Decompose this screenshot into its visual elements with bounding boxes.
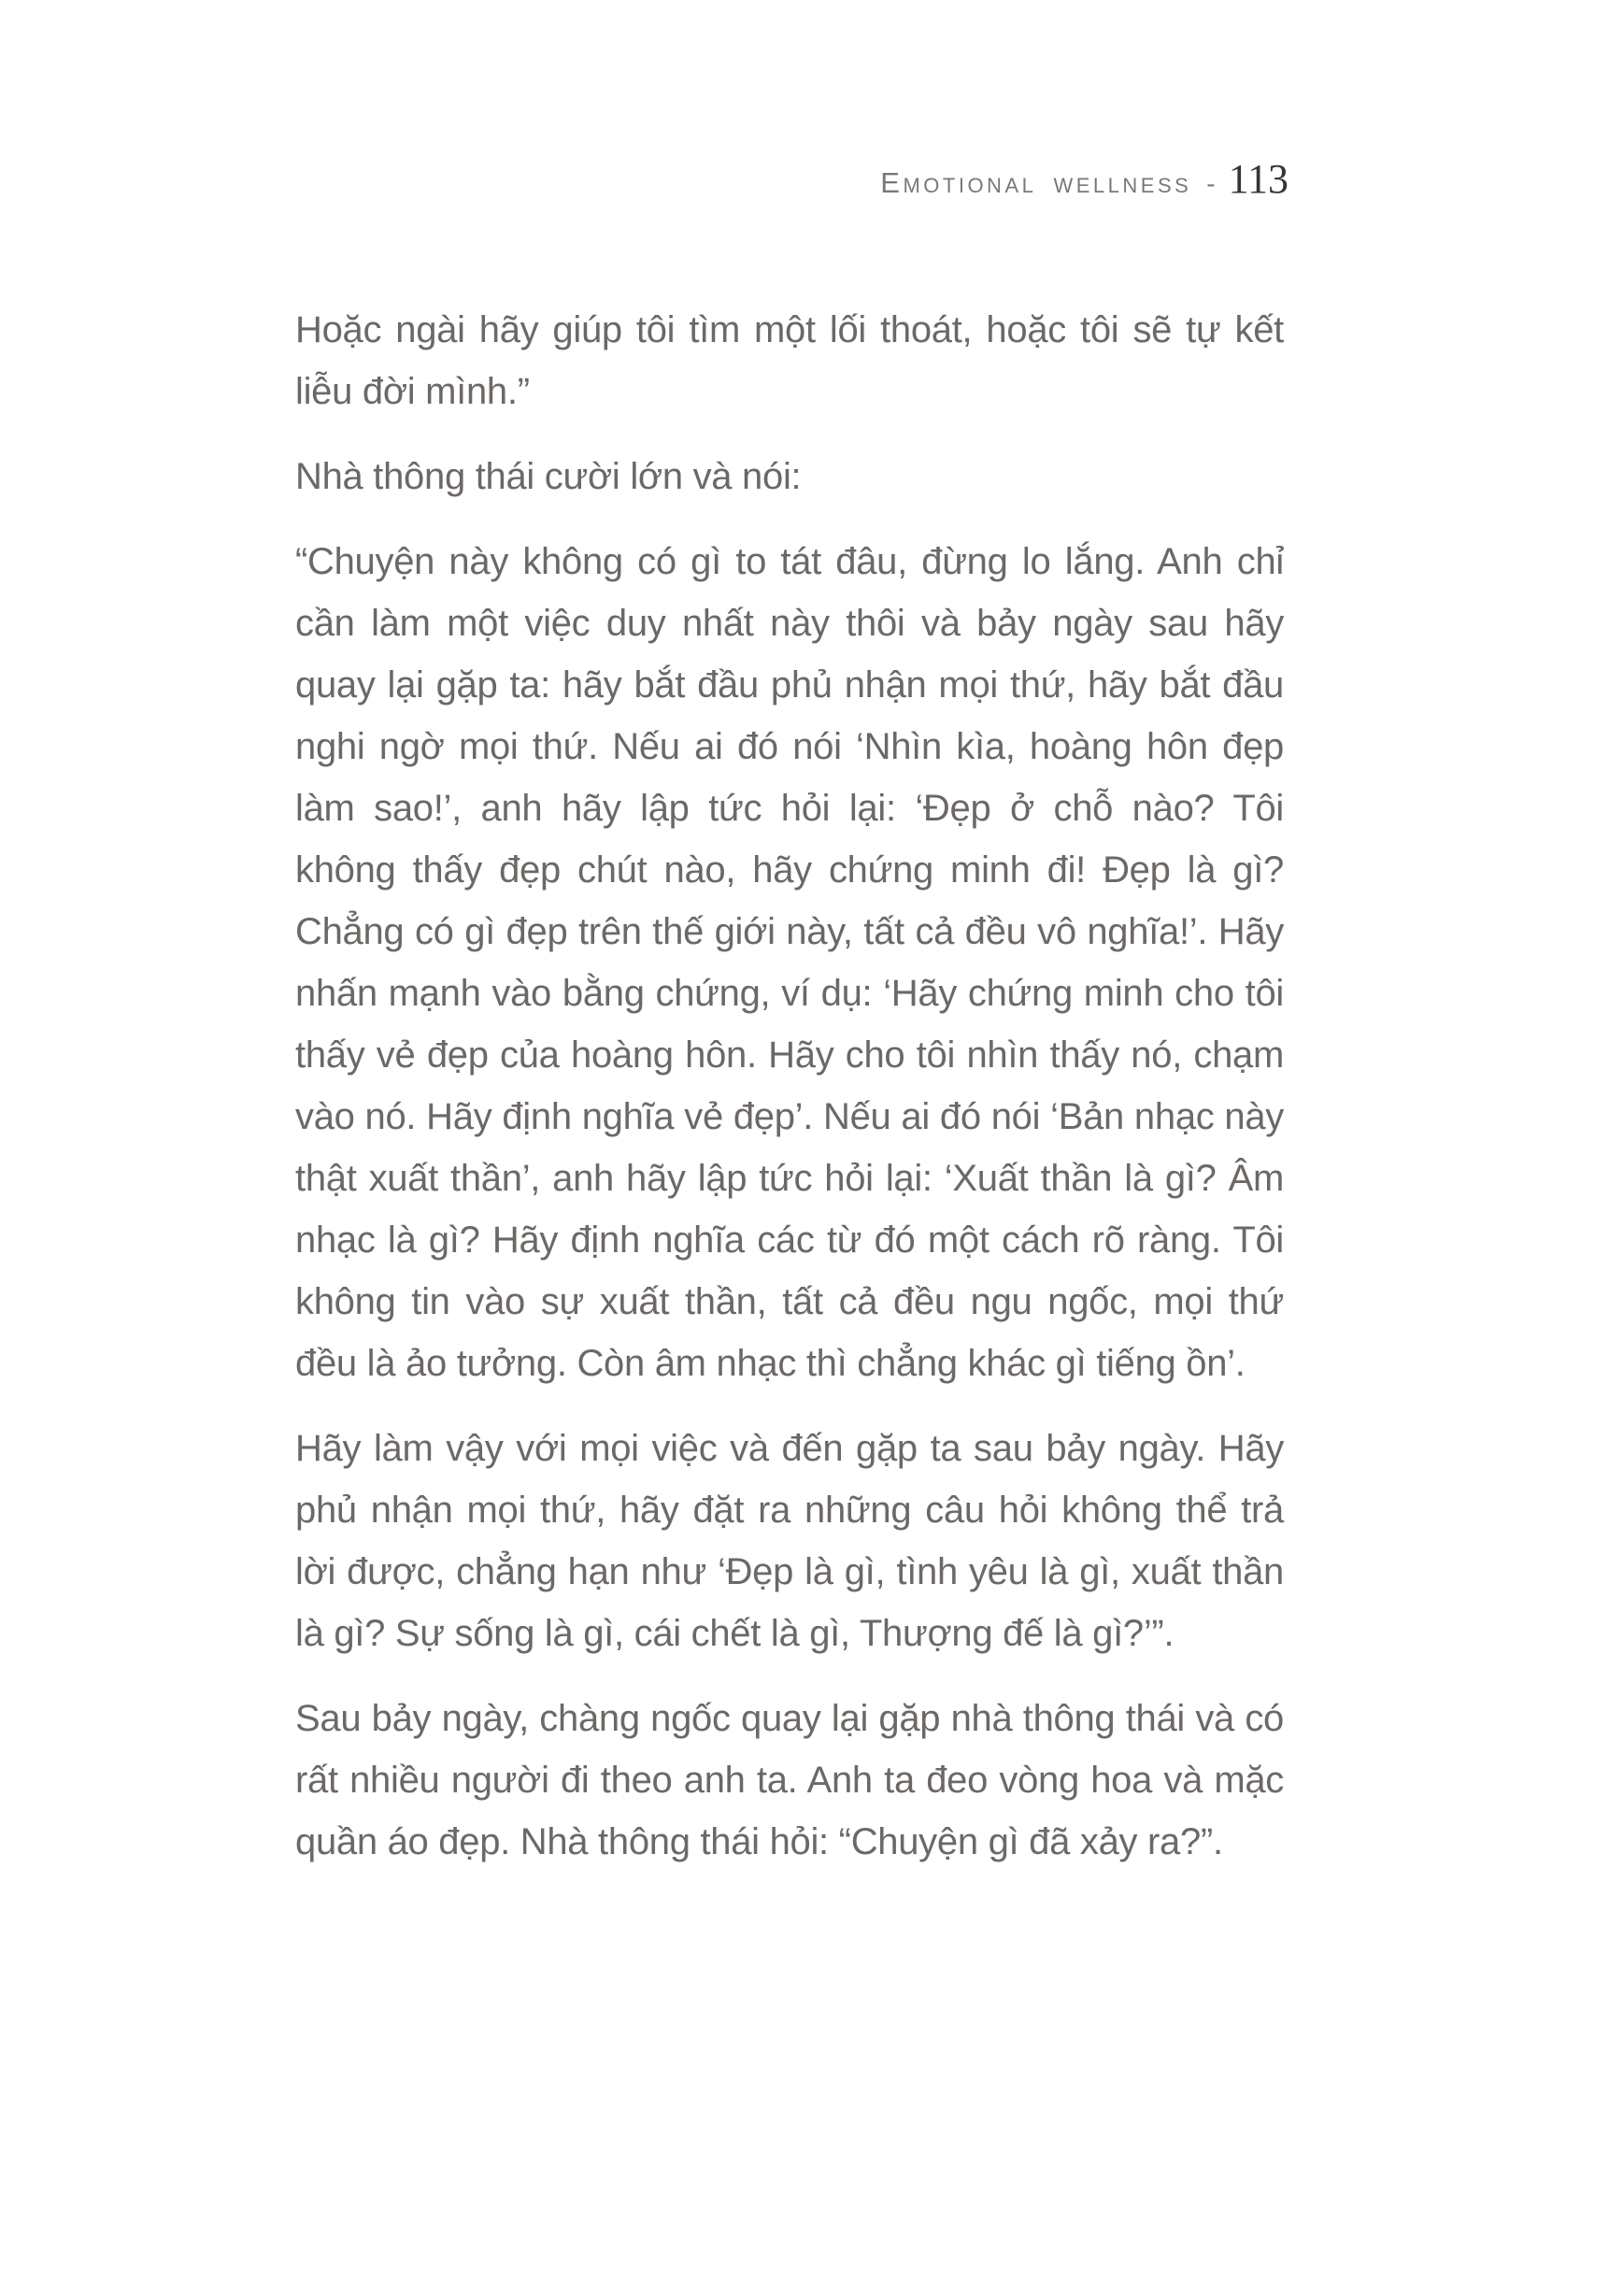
running-title: Emotional wellness [880,166,1192,199]
body-paragraph: Sau bảy ngày, chàng ngốc quay lại gặp nhà thông thái và có rất nhiều người đi theo anh ta. Anh ta đeo vòng hoa và mặc quần áo đẹp. Nhà thông thái hỏi: “Chuyện gì đã xảy ra?”. [295,1698,1284,1862]
page-number: 113 [1228,156,1288,202]
body-paragraph: Nhà thông thái cười lớn và nói: [295,456,802,497]
page-header [880,155,1288,203]
body-paragraph: Hoặc ngài hãy giúp tôi tìm một lối thoát, hoặc tôi sẽ tự kết liễu đời mình.” [295,309,1284,412]
body-paragraph: Hãy làm vậy với mọi việc và đến gặp ta sau bảy ngày. Hãy phủ nhận mọi thứ, hãy đặt ra những câu hỏi không thể trả lời được, chẳng hạn như ‘Đẹp là gì, tình yêu là gì, xuất thần là gì? Sự sống là gì, cái chết là gì, Thượng đế là gì?’”. [295,1428,1284,1654]
body-text [295,299,1284,1873]
header-separator: - [1206,169,1216,198]
body-paragraph: “Chuyện này không có gì to tát đâu, đừng lo lắng. Anh chỉ cần làm một việc duy nhất này thôi và bảy ngày sau hãy quay lại gặp ta: hãy bắt đầu phủ nhận mọi thứ, hãy bắt đầu nghi ngờ mọi thứ. Nếu ai đó nói ‘Nhìn kìa, hoàng hôn đẹp làm sao!’, anh hãy lập tức hỏi lại: ‘Đẹp ở chỗ nào? Tôi không thấy đẹp chút nào, hãy chứng minh đi! Đẹp là gì? Chẳng có gì đẹp trên thế giới này, tất cả đều vô nghĩa!’. Hãy nhấn mạnh vào bằng chứng, ví dụ: ‘Hãy chứng minh cho tôi thấy vẻ đẹp của hoàng hôn. Hãy cho tôi nhìn thấy nó, chạm vào nó. Hãy định nghĩa vẻ đẹp’. Nếu ai đó nói ‘Bản nhạc này thật xuất thần’, anh hãy lập tức hỏi lại: ‘Xuất thần là gì? Âm nhạc là gì? Hãy định nghĩa các từ đó một cách rõ ràng. Tôi không tin vào sự xuất thần, tất cả đều ngu ngốc, mọi thứ đều là ảo tưởng. Còn âm nhạc thì chẳng khác gì tiếng ồn’. [295,541,1284,1384]
